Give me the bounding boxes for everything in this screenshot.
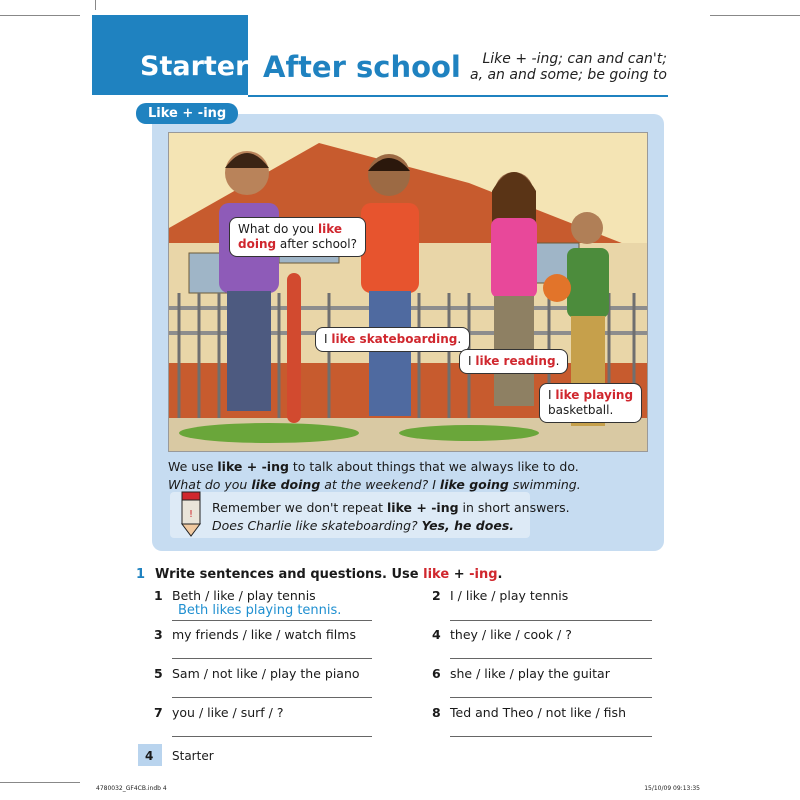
- instruction-highlight: like: [423, 567, 450, 582]
- illustration: [168, 132, 648, 452]
- crop-mark: [0, 782, 80, 783]
- pencil-mascot-icon: [176, 490, 206, 538]
- note-bold: like + -ing: [387, 500, 459, 515]
- exercise-heading: [136, 567, 503, 582]
- rule-text: to talk about things that we always like to do.: [288, 459, 579, 474]
- bubble-highlight: doing: [238, 237, 277, 251]
- instruction-text: .: [497, 567, 503, 582]
- bubble-text: What do you: [238, 222, 318, 236]
- answer-field[interactable]: [450, 620, 652, 621]
- rule-bold: like + -ing: [217, 459, 289, 474]
- svg-text:!: !: [188, 509, 194, 520]
- rule-text: We use: [168, 459, 218, 474]
- bubble-text: .: [555, 354, 560, 368]
- instruction-highlight: -ing: [469, 567, 498, 582]
- crop-mark: [710, 15, 800, 16]
- item-number: 1: [154, 588, 163, 603]
- item-number: 8: [432, 705, 441, 720]
- bubble-text: after school?: [276, 237, 357, 251]
- grammar-rule: [168, 458, 581, 494]
- speech-bubble-4: [539, 383, 642, 423]
- speech-bubble-3: [459, 349, 568, 374]
- exercise-item: [432, 666, 610, 681]
- item-number: 4: [432, 627, 441, 642]
- item-number: 7: [154, 705, 163, 720]
- rule-text: swimming.: [508, 477, 581, 492]
- exercise-item: [432, 705, 626, 720]
- item-prompt: Beth / like / play tennis: [172, 588, 316, 603]
- page-number: 4: [145, 749, 154, 763]
- item-prompt: I / like / play tennis: [450, 588, 569, 603]
- answer-line: [172, 620, 372, 621]
- print-slug-date: 15/10/09 09:13:35: [644, 785, 700, 792]
- rule-text: What do you: [168, 477, 252, 492]
- grammar-line-2: a, an and some; be going to: [469, 67, 667, 83]
- instruction-text: +: [449, 567, 470, 582]
- bubble-highlight: like reading: [475, 354, 556, 368]
- bubble-text: I: [324, 332, 332, 346]
- rule-bold: like doing: [251, 477, 321, 492]
- speech-bubble-2: [315, 327, 470, 352]
- answer-field[interactable]: Beth likes playing tennis.: [178, 603, 342, 618]
- exercise-item: [154, 588, 316, 603]
- rule-text: at the weekend? I: [320, 477, 440, 492]
- answer-field[interactable]: [450, 736, 652, 737]
- item-number: 5: [154, 666, 163, 681]
- bubble-text: I: [548, 388, 556, 402]
- exercise-item: [154, 666, 360, 681]
- item-prompt: my friends / like / watch films: [172, 627, 356, 642]
- item-prompt: you / like / surf / ?: [172, 705, 284, 720]
- note-text: Remember we don't repeat: [212, 500, 388, 515]
- grammar-line-1: Like + -ing; can and can't;: [482, 51, 667, 67]
- grammar-tag: Like + -ing: [136, 103, 238, 124]
- reminder-text: [212, 499, 570, 535]
- answer-field[interactable]: [172, 658, 372, 659]
- bubble-text: .: [457, 332, 462, 346]
- exercise-item: [432, 588, 568, 603]
- item-number: 2: [432, 588, 441, 603]
- crop-mark: [95, 0, 96, 10]
- answer-field[interactable]: [450, 658, 652, 659]
- reminder-line-1: [212, 499, 570, 517]
- unit-title: After school: [263, 50, 461, 84]
- item-number: 6: [432, 666, 441, 681]
- item-number: 3: [154, 627, 163, 642]
- exercise-item: [154, 705, 283, 720]
- rule-bold: like going: [439, 477, 509, 492]
- bubble-highlight: like skateboarding: [331, 332, 458, 346]
- exercise-number: 1: [136, 567, 146, 582]
- bubble-highlight: like: [317, 222, 343, 236]
- bubble-text: basketball.: [548, 403, 614, 417]
- answer-field[interactable]: [172, 736, 372, 737]
- reminder-line-2: [212, 517, 570, 535]
- note-bold: Yes, he does.: [421, 518, 515, 533]
- grammar-summary: [470, 51, 667, 83]
- footer-section-label: Starter: [172, 749, 214, 763]
- print-slug-file: 4780032_GF4CB.indb 4: [96, 785, 167, 792]
- note-text: in short answers.: [458, 500, 570, 515]
- item-prompt: Ted and Theo / not like / fish: [450, 705, 626, 720]
- exercise-item: [432, 627, 572, 642]
- bubble-highlight: like playing: [555, 388, 634, 402]
- section-title: Starter: [140, 51, 249, 82]
- crop-mark: [0, 15, 80, 16]
- item-prompt: they / like / cook / ?: [450, 627, 572, 642]
- exercise-item: [154, 627, 356, 642]
- rule-line-1: [168, 458, 581, 476]
- bubble-text: I: [468, 354, 476, 368]
- speech-bubble-1: [229, 217, 366, 257]
- note-text: Does Charlie like skateboarding?: [212, 518, 422, 533]
- answer-field[interactable]: [450, 697, 652, 698]
- instruction-text: Write sentences and questions. Use: [155, 567, 424, 582]
- item-prompt: she / like / play the guitar: [450, 666, 610, 681]
- item-prompt: Sam / not like / play the piano: [172, 666, 360, 681]
- answer-field[interactable]: [172, 697, 372, 698]
